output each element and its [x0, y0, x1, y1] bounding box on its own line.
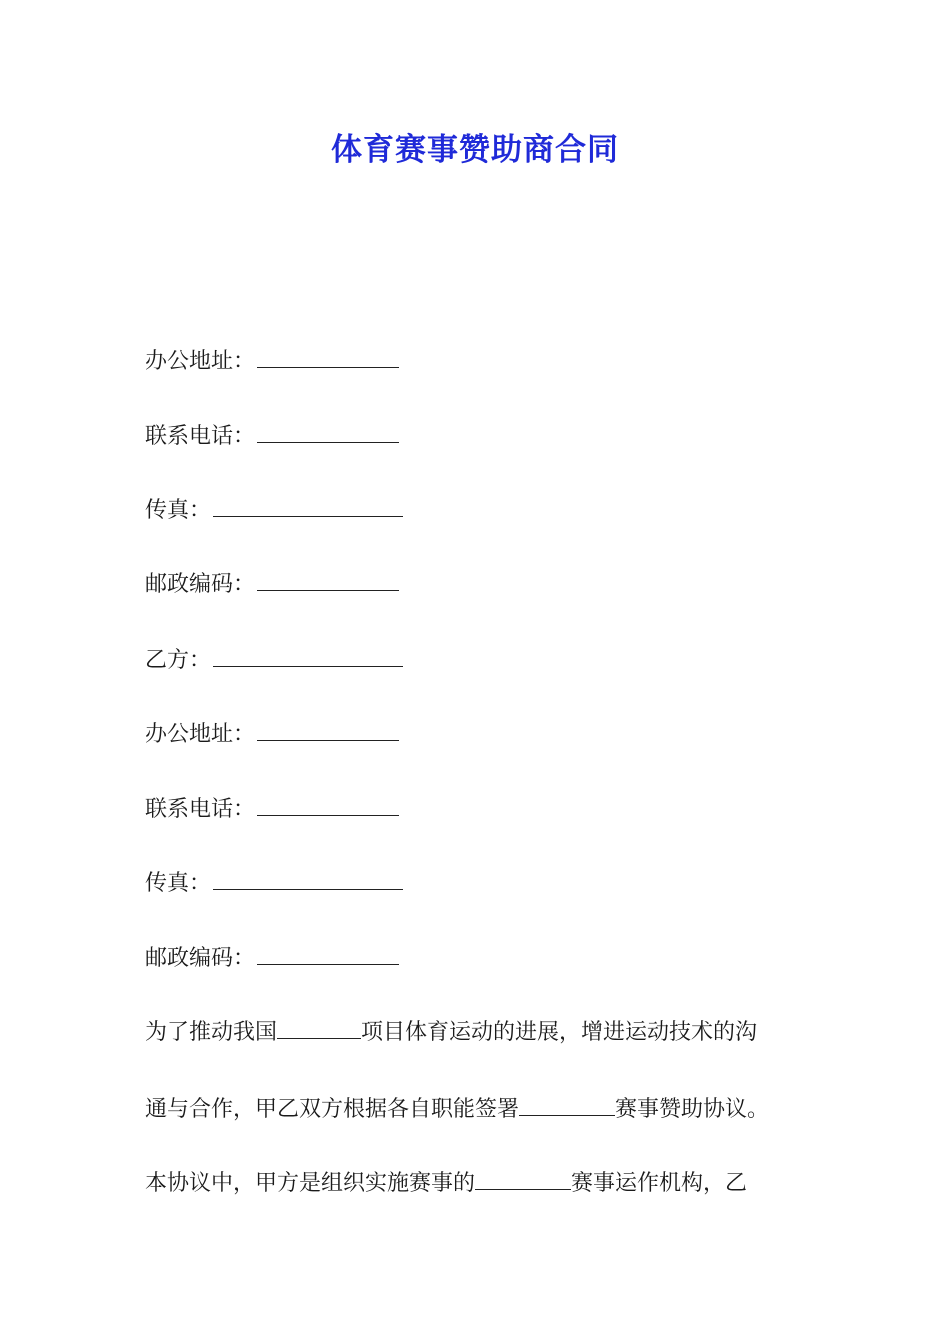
- organizer-blank[interactable]: [475, 1167, 571, 1190]
- phone-field-b: [145, 793, 399, 825]
- fill-blank[interactable]: [213, 867, 403, 890]
- fill-blank[interactable]: [257, 345, 399, 368]
- fill-blank[interactable]: [257, 793, 399, 816]
- field-label: 传真：: [145, 498, 212, 523]
- event-name-blank[interactable]: [519, 1093, 615, 1116]
- fax-field-b: [145, 867, 403, 899]
- fill-blank[interactable]: [257, 942, 399, 965]
- fax-field-a: [145, 494, 403, 526]
- fill-blank[interactable]: [257, 718, 399, 741]
- office-address-field-a: [145, 345, 399, 377]
- body-paragraph-line-1: [145, 1016, 757, 1048]
- paragraph-text: 赛事赞助协议。: [615, 1097, 770, 1122]
- party-b-field: [145, 644, 403, 676]
- paragraph-text: 项目体育运动的进展，增进运动技术的沟: [361, 1020, 758, 1045]
- fill-blank[interactable]: [213, 494, 403, 517]
- fill-blank[interactable]: [257, 420, 399, 443]
- office-address-field-b: [145, 718, 399, 750]
- fill-blank[interactable]: [213, 644, 403, 667]
- field-label: 传真：: [145, 871, 212, 896]
- fill-blank[interactable]: [257, 568, 399, 591]
- document-title: 体育赛事赞助商合同: [331, 132, 619, 168]
- postal-code-field-a: [145, 568, 399, 600]
- field-label: 办公地址：: [145, 349, 256, 374]
- field-label: 联系电话：: [145, 424, 256, 449]
- phone-field-a: [145, 420, 399, 452]
- body-paragraph-line-2: [145, 1093, 769, 1125]
- paragraph-text: 为了推动我国: [145, 1020, 278, 1045]
- paragraph-text: 通与合作，甲乙双方根据各自职能签署: [145, 1097, 520, 1122]
- field-label: 乙方：: [145, 648, 212, 673]
- paragraph-text: 赛事运作机构，乙: [571, 1171, 748, 1196]
- postal-code-field-b: [145, 942, 399, 974]
- field-label: 联系电话：: [145, 797, 256, 822]
- field-label: 邮政编码：: [145, 572, 256, 597]
- body-paragraph-line-3: [145, 1167, 747, 1199]
- field-label: 邮政编码：: [145, 946, 256, 971]
- paragraph-text: 本协议中，甲方是组织实施赛事的: [145, 1171, 476, 1196]
- field-label: 办公地址：: [145, 722, 256, 747]
- sport-item-blank[interactable]: [277, 1016, 361, 1039]
